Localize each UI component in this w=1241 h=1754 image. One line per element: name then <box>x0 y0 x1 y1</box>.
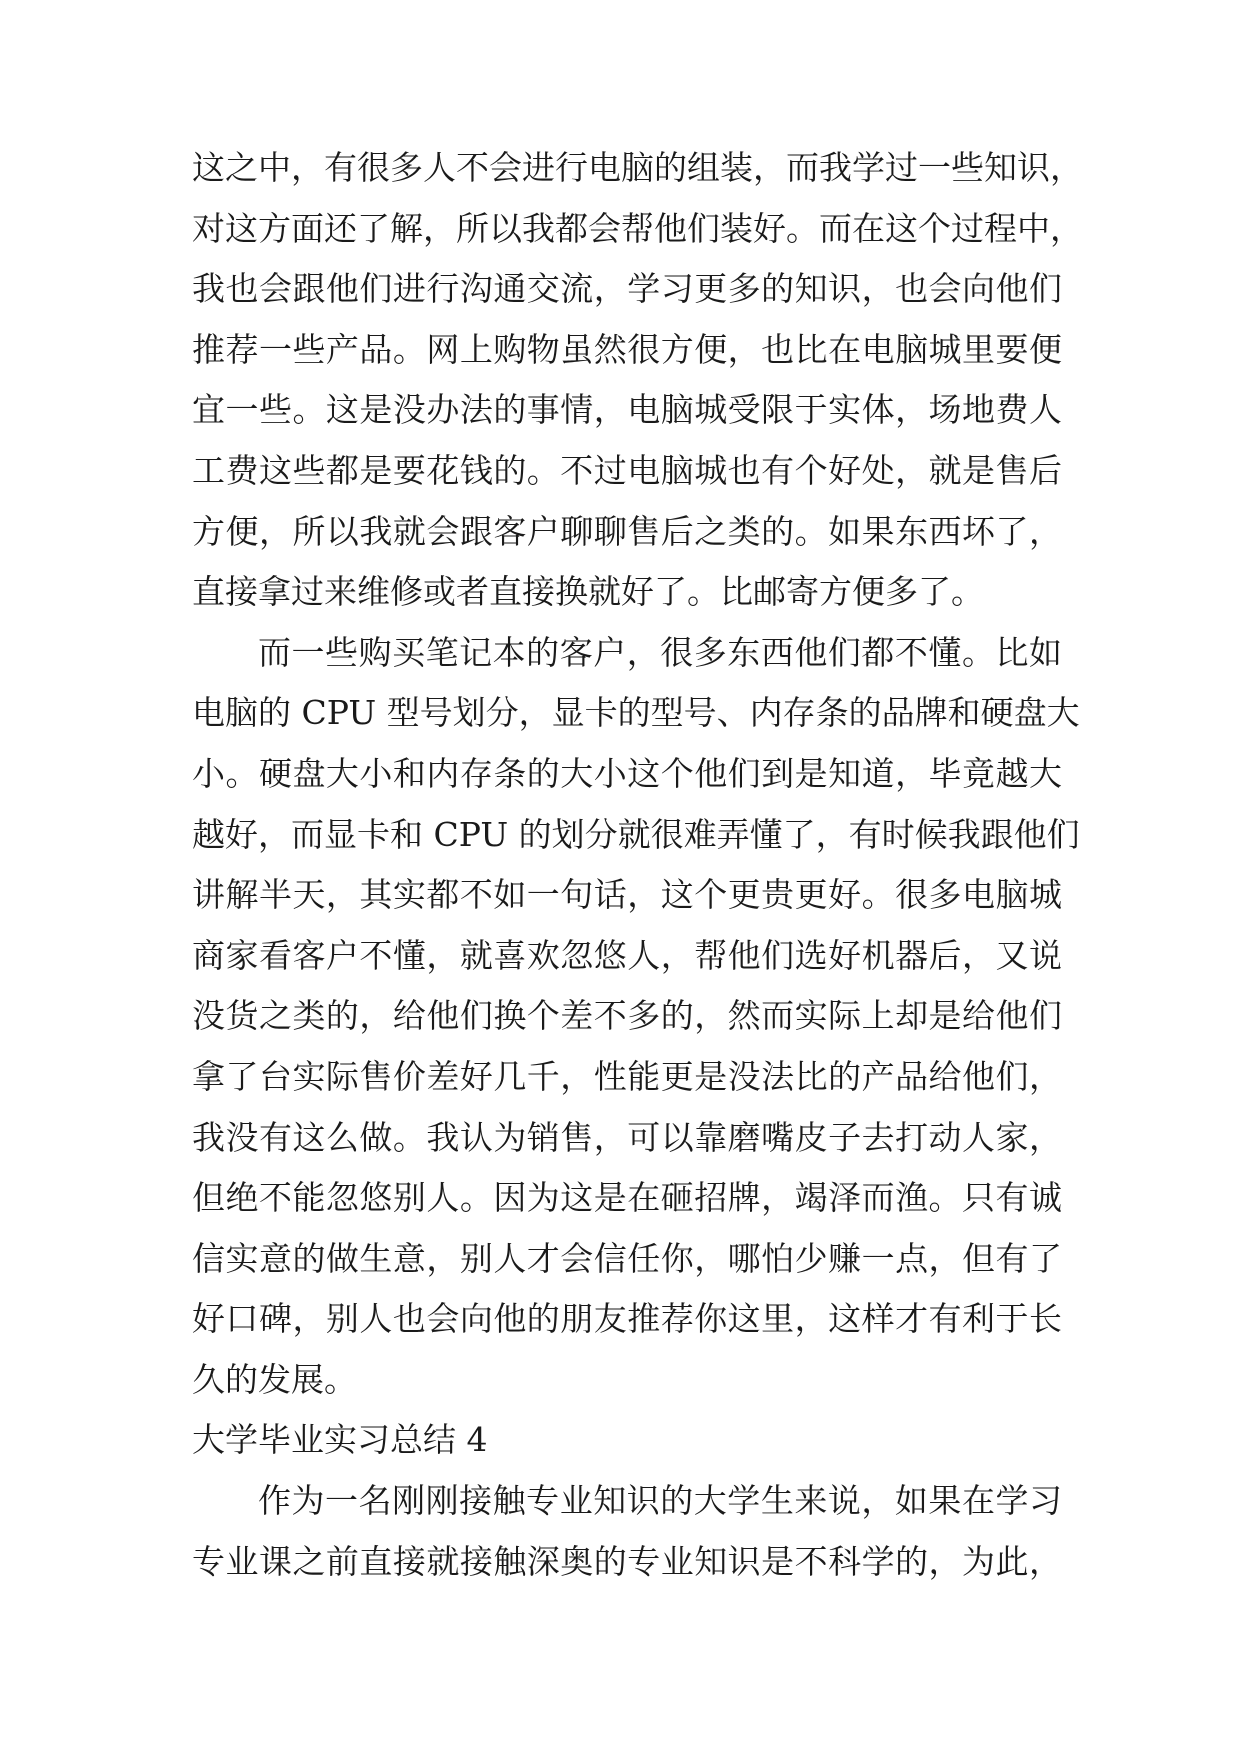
text-line: 但绝不能忽悠别人。因为这是在砸招牌，竭泽而渔。只有诚 <box>192 1178 1062 1218</box>
text-line: 商家看客户不懂，就喜欢忽悠人，帮他们选好机器后，又说 <box>192 935 1062 975</box>
text-line: 越好，而显卡和 CPU 的划分就很难弄懂了，有时候我跟他们 <box>192 814 1080 854</box>
section-heading <box>192 1410 1062 1471</box>
text-line: 电脑的 CPU 型号划分，显卡的型号、内存条的品牌和硬盘大 <box>192 693 1080 733</box>
text-line: 作为一名刚刚接触专业知识的大学生来说，如果在学习 <box>258 1481 1062 1521</box>
text-line: 信实意的做生意，别人才会信任你，哪怕少赚一点，但有了 <box>192 1238 1062 1278</box>
document-page <box>192 138 1083 1592</box>
paragraph <box>192 138 1083 623</box>
text-line: 推荐一些产品。网上购物虽然很方便，也比在电脑城里要便 <box>192 329 1062 369</box>
text-line: 这之中，有很多人不会进行电脑的组装，而我学过一些知识， <box>192 148 1083 187</box>
text-line: 专业课之前直接就接触深奥的专业知识是不科学的，为此， <box>192 1541 1062 1581</box>
text-line: 我也会跟他们进行沟通交流，学习更多的知识，也会向他们 <box>192 269 1062 309</box>
text-line: 我没有这么做。我认为销售，可以靠磨嘴皮子去打动人家， <box>192 1117 1062 1157</box>
text-line: 讲解半天，其实都不如一句话，这个更贵更好。很多电脑城 <box>192 875 1062 915</box>
paragraph <box>192 623 1080 1411</box>
text-line: 宜一些。这是没办法的事情，电脑城受限于实体，场地费人 <box>192 390 1062 430</box>
text-line: 拿了台实际售价差好几千，性能更是没法比的产品给他们， <box>192 1056 1062 1096</box>
text-line: 对这方面还了解，所以我都会帮他们装好。而在这个过程中， <box>192 208 1083 248</box>
text-line: 没货之类的，给他们换个差不多的，然而实际上却是给他们 <box>192 996 1062 1036</box>
paragraph <box>192 1471 1062 1592</box>
text-line: 而一些购买笔记本的客户，很多东西他们都不懂。比如 <box>258 632 1062 672</box>
text-line: 工费这些都是要花钱的。不过电脑城也有个好处，就是售后 <box>192 450 1062 490</box>
text-line: 直接拿过来维修或者直接换就好了。比邮寄方便多了。 <box>192 572 984 612</box>
heading-text: 大学毕业实习总结 4 <box>192 1420 488 1460</box>
text-line: 好口碑，别人也会向他的朋友推荐你这里，这样才有利于长 <box>192 1299 1062 1339</box>
text-line: 久的发展。 <box>192 1359 357 1399</box>
text-line: 方便，所以我就会跟客户聊聊售后之类的。如果东西坏了， <box>192 511 1062 551</box>
text-line: 小。硬盘大小和内存条的大小这个他们到是知道，毕竟越大 <box>192 753 1062 793</box>
